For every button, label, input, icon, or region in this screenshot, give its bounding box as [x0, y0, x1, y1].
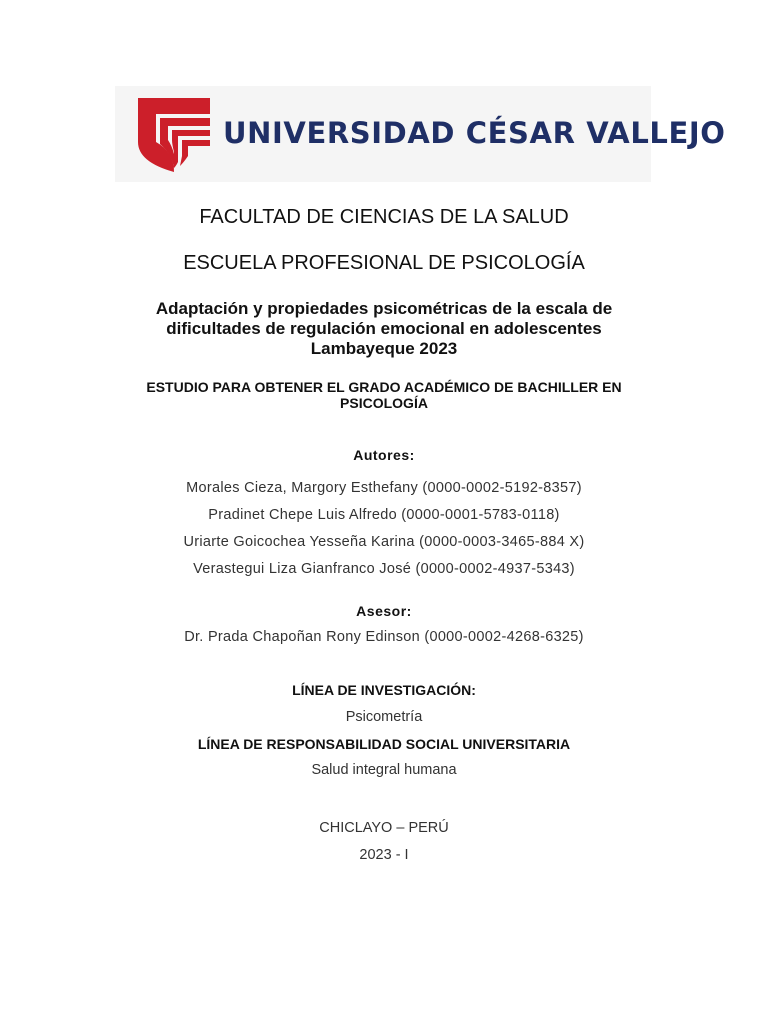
thesis-title-line: Adaptación y propiedades psicométricas de la escala de [155, 299, 613, 318]
degree-line: PSICOLOGÍA [340, 395, 428, 411]
university-logo [115, 86, 726, 182]
university-name: UNIVERSIDAD CÉSAR VALLEJO [223, 116, 726, 150]
degree-line: ESTUDIO PARA OBTENER EL GRADO ACADÉMICO DE BACHILLER EN [146, 379, 622, 395]
social-line-value: Salud integral humana [311, 762, 457, 778]
author-item: Verastegui Liza Gianfranco José (0000-0002-4937-5343) [193, 561, 575, 577]
author-item: Uriarte Goicochea Yesseña Karina (0000-0003-3465-884 X) [183, 534, 585, 550]
school-name: ESCUELA PROFESIONAL DE PSICOLOGÍA [183, 252, 585, 274]
author-item: Morales Cieza, Margory Esthefany (0000-0002-5192-8357) [186, 480, 582, 496]
authors-label: Autores: [353, 447, 415, 463]
place: CHICLAYO – PERÚ [319, 820, 449, 836]
university-shield-icon [136, 96, 212, 174]
thesis-title-line: Lambayeque 2023 [310, 339, 458, 358]
period: 2023 - I [359, 847, 409, 863]
thesis-title [120, 299, 648, 359]
social-line-label: LÍNEA DE RESPONSABILIDAD SOCIAL UNIVERSITARIA [197, 736, 571, 752]
advisor-label: Asesor: [356, 603, 412, 619]
degree-statement [100, 379, 668, 411]
thesis-title-line: dificultades de regulación emocional en adolescentes [166, 319, 602, 338]
faculty-name: FACULTAD DE CIENCIAS DE LA SALUD [199, 206, 569, 228]
research-line-value: Psicometría [345, 709, 423, 725]
research-line-label: LÍNEA DE INVESTIGACIÓN: [292, 682, 476, 698]
advisor-name: Dr. Prada Chapoñan Rony Edinson (0000-0002-4268-6325) [184, 629, 584, 645]
author-item: Pradinet Chepe Luis Alfredo (0000-0001-5783-0118) [208, 507, 560, 523]
